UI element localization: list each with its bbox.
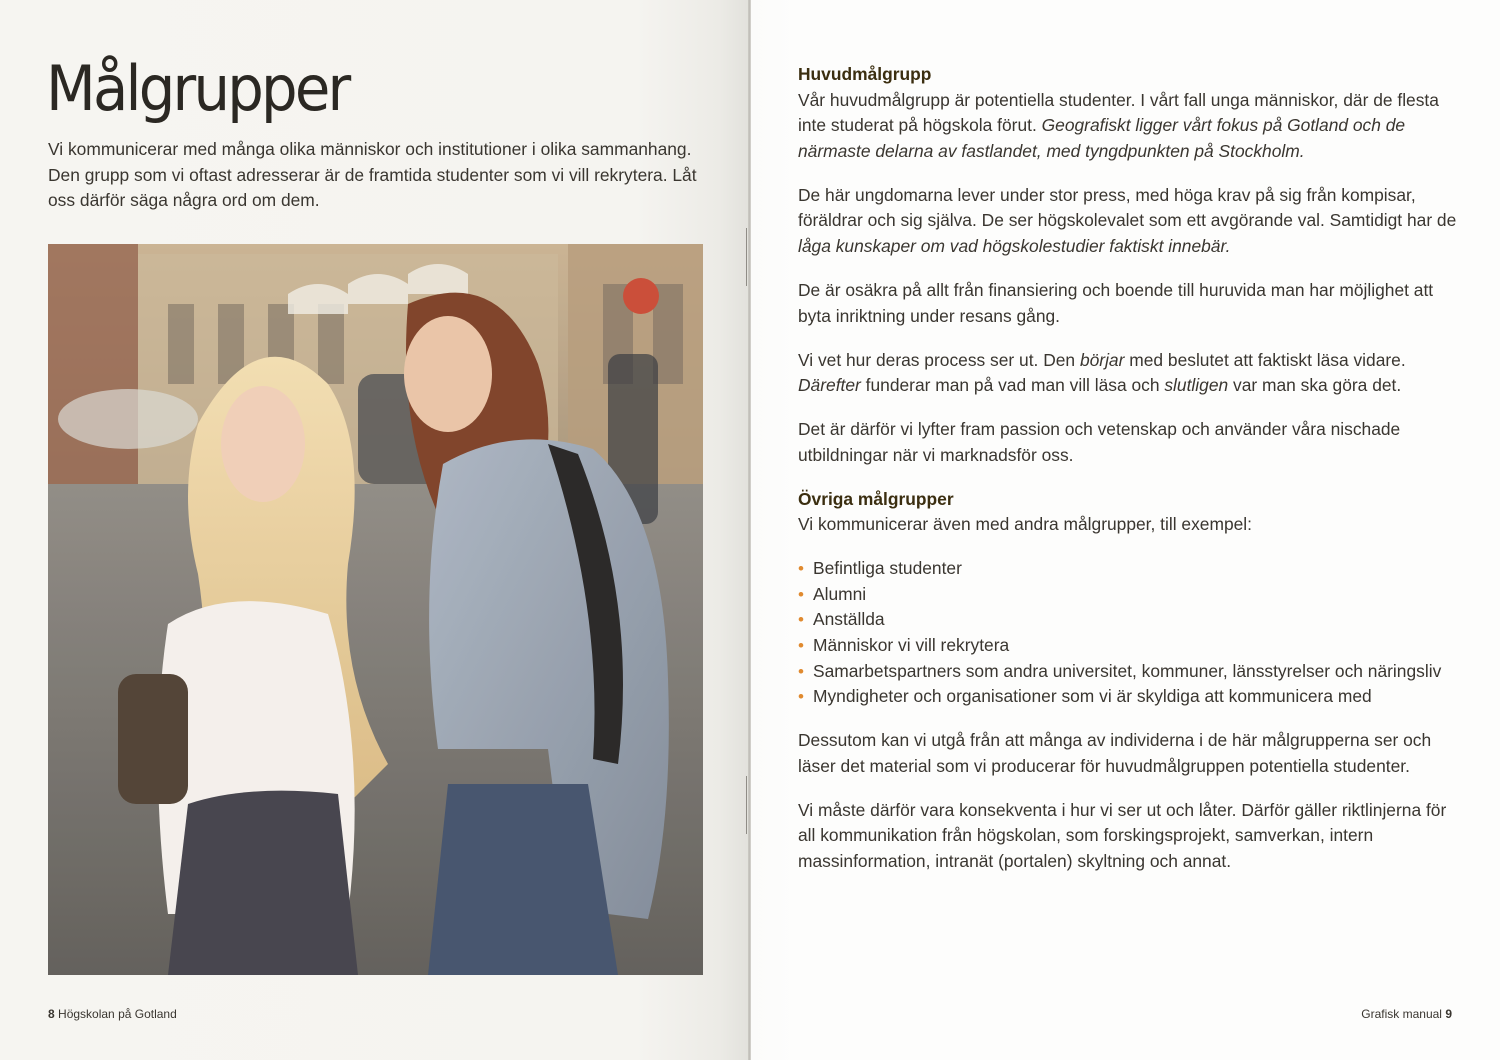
paragraph-1-text: Vår huvudmålgrupp är potentiella studenter. I vårt fall unga människor, där de flesta inte studerat på högskola förut. xyxy=(798,89,1439,136)
list-item-text: Anställda xyxy=(813,609,885,630)
list-item xyxy=(798,582,1458,608)
paragraph-1-italic: Geografiskt ligger vårt fokus på Gotland och de närmaste delarna av fastlandet, med tyngdpunkten på Stockholm. xyxy=(798,115,1406,161)
list-item xyxy=(798,684,1458,710)
paragraph-4-text-c: med beslutet att faktiskt läsa vidare. xyxy=(1124,349,1406,370)
list-item xyxy=(798,659,1458,685)
list-item xyxy=(798,633,1458,659)
paragraph-2 xyxy=(798,183,1458,260)
intro-paragraph: Vi kommunicerar med många olika människor och institutioner i olika sammanhang. Den grupp som vi oftast adresserar är de framtida studenter som vi vill rekrytera. Låt oss därför säga några ord om dem. xyxy=(48,139,697,211)
paragraph-2-italic: låga kunskaper om vad högskolestudier faktiskt innebär. xyxy=(798,235,1231,256)
right-page xyxy=(751,0,1500,1060)
orange-bullet-icon: • xyxy=(798,687,804,707)
list-item-text: Alumni xyxy=(813,583,867,604)
folio-left xyxy=(48,1007,177,1021)
folio-right-text: Grafisk manual xyxy=(1361,1007,1442,1021)
students-photo xyxy=(48,244,703,975)
paragraph-4-text-a: Vi vet hur deras process ser ut. Den xyxy=(798,349,1080,370)
paragraph-4 xyxy=(798,348,1458,399)
list-item-text: Befintliga studenter xyxy=(813,558,962,579)
orange-bullet-icon: • xyxy=(798,559,804,579)
paragraph-4-text-e: funderar man på vad man vill läsa och xyxy=(860,375,1165,396)
paragraph-4-text-g: var man ska göra det. xyxy=(1228,375,1402,396)
orange-bullet-icon: • xyxy=(798,584,804,604)
paragraph-3: De är osäkra på allt från finansiering och boende till huruvida man har möjlighet att byta inriktning under resans gång. xyxy=(798,279,1434,326)
paragraph-1 xyxy=(798,88,1458,165)
paragraph-4-italic-b: börjar xyxy=(1079,349,1125,370)
paragraph-5: Det är därför vi lyfter fram passion och vetenskap och använder våra nischade utbildningar när vi marknadsför oss. xyxy=(798,419,1401,465)
paragraph-4-italic-d: Därefter xyxy=(798,375,861,396)
left-page xyxy=(0,0,749,1060)
list-item xyxy=(798,607,1458,633)
paragraph-7: Dessutom kan vi utgå från att många av individerna i de här målgrupperna ser och läser det material som vi producerar för huvudmålgruppen potentiella studenter. xyxy=(798,730,1432,776)
list-item-text: Samarbetspartners som andra universitet, kommuner, länsstyrelser och näringsliv xyxy=(813,660,1442,681)
paragraph-2-text: De här ungdomarna lever under stor press, med höga krav på sig från kompisar, föräldrar och sig själva. De ser högskolevalet som ett avgörande val. Samtidigt har de xyxy=(798,184,1457,231)
orange-bullet-icon: • xyxy=(798,661,804,681)
folio-left-text: Högskolan på Gotland xyxy=(58,1007,177,1021)
list-item xyxy=(798,556,1458,582)
audience-list xyxy=(798,556,1458,710)
page-title: Målgrupper xyxy=(46,52,349,125)
page-number-left: 8 xyxy=(48,1007,55,1021)
right-page-content xyxy=(798,62,1458,893)
orange-bullet-icon: • xyxy=(798,610,804,630)
paragraph-8: Vi måste därför vara konsekventa i hur vi ser ut och låter. Därför gäller riktlinjerna för all kommunikation från högskolan, som forskingsprojekt, samverkan, intern massinformation, intranät (portalen) skyltning och annat. xyxy=(798,799,1447,871)
list-item-text: Människor vi vill rekrytera xyxy=(813,635,1010,656)
heading-main-audience: Huvudmålgrupp xyxy=(798,64,932,84)
orange-bullet-icon: • xyxy=(798,636,804,656)
paragraph-6: Vi kommunicerar även med andra målgrupper, till exempel: xyxy=(798,514,1252,535)
paragraph-4-italic-f: slutligen xyxy=(1164,375,1229,396)
page-number-right: 9 xyxy=(1445,1007,1452,1021)
heading-other-audiences: Övriga målgrupper xyxy=(798,488,954,509)
folio-right xyxy=(1361,1007,1452,1021)
list-item-text: Myndigheter och organisationer som vi är skyldiga att kommunicera med xyxy=(813,686,1372,707)
